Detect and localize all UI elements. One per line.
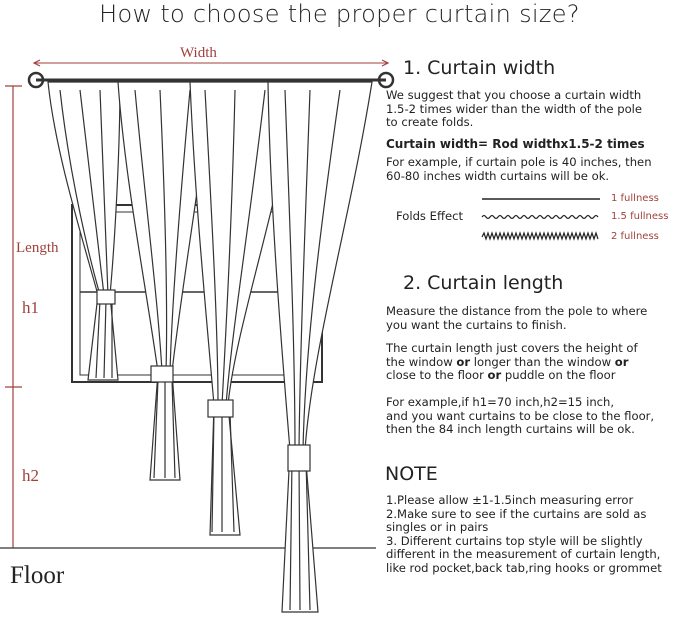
width-intro xyxy=(386,89,642,130)
curtain-length-heading: 2. Curtain length xyxy=(403,272,564,294)
tieback xyxy=(288,445,310,471)
width-formula: Curtain width= Rod widthx1.5-2 times xyxy=(386,137,645,151)
note-item: singles or in pairs xyxy=(386,520,489,534)
length-example xyxy=(386,396,654,437)
text-line: and you want curtains to be close to the floor, xyxy=(386,408,655,423)
fold-sample-1-5 xyxy=(482,216,598,219)
text-line: 1.5-2 times wider than the width of the pole xyxy=(386,101,643,116)
text-line: We suggest that you choose a curtain width xyxy=(386,88,642,102)
text: the window xyxy=(386,354,457,369)
fullness-1-5: 1.5 fullness xyxy=(611,211,669,222)
folds-effect-label: Folds Effect xyxy=(396,209,464,223)
or-emphasis: or xyxy=(487,368,502,382)
note-item: like rod pocket,back tab,ring hooks or grommet xyxy=(386,560,662,575)
length-label: Length xyxy=(16,240,59,256)
note-heading: NOTE xyxy=(385,463,438,485)
length-options xyxy=(386,342,638,383)
text: longer than the window xyxy=(470,354,615,369)
text-line: The curtain length just covers the height of xyxy=(386,341,638,355)
text-line: Measure the distance from the pole to where xyxy=(386,304,648,318)
page-title: How to choose the proper curtain size? xyxy=(99,0,580,28)
text-line xyxy=(386,356,638,370)
text-line: For example,if h1=70 inch,h2=15 inch, xyxy=(386,395,615,409)
or-emphasis: or xyxy=(614,354,629,369)
text-line: you want the curtains to finish. xyxy=(386,317,567,332)
width-label: Width xyxy=(180,45,217,61)
length-intro xyxy=(386,305,647,332)
note-item: different in the measurement of curtain length, xyxy=(386,547,661,561)
tieback xyxy=(97,290,115,304)
note-item: 1.Please allow ±1-1.5inch measuring error xyxy=(386,493,634,507)
curtain-width-heading: 1. Curtain width xyxy=(403,57,556,79)
fullness-1: 1 fullness xyxy=(611,193,659,204)
text: close to the floor xyxy=(386,368,488,382)
text-line: to create folds. xyxy=(386,115,474,129)
fold-sample-2 xyxy=(482,233,598,239)
h1-label: h1 xyxy=(22,298,39,317)
curtain-panel-1 xyxy=(48,82,120,380)
tieback xyxy=(151,366,173,382)
h2-label: h2 xyxy=(22,466,39,485)
text-line: 60-80 inches width curtains will be ok. xyxy=(386,168,610,183)
or-emphasis: or xyxy=(456,354,471,369)
note-list xyxy=(386,494,662,575)
tieback xyxy=(208,400,233,417)
text: puddle on the floor xyxy=(501,368,616,382)
text-line xyxy=(386,369,638,383)
fullness-2: 2 fullness xyxy=(611,231,659,242)
text-line: For example, if curtain pole is 40 inches, then xyxy=(386,155,652,169)
curtain-panel-4 xyxy=(268,82,372,612)
note-item: 2.Make sure to see if the curtains are sold as xyxy=(386,506,647,521)
width-example xyxy=(386,156,652,183)
text-line: then the 84 inch length curtains will be ok. xyxy=(386,422,635,436)
floor-label: Floor xyxy=(10,562,65,589)
note-item: 3. Different curtains top style will be slightly xyxy=(386,533,643,548)
